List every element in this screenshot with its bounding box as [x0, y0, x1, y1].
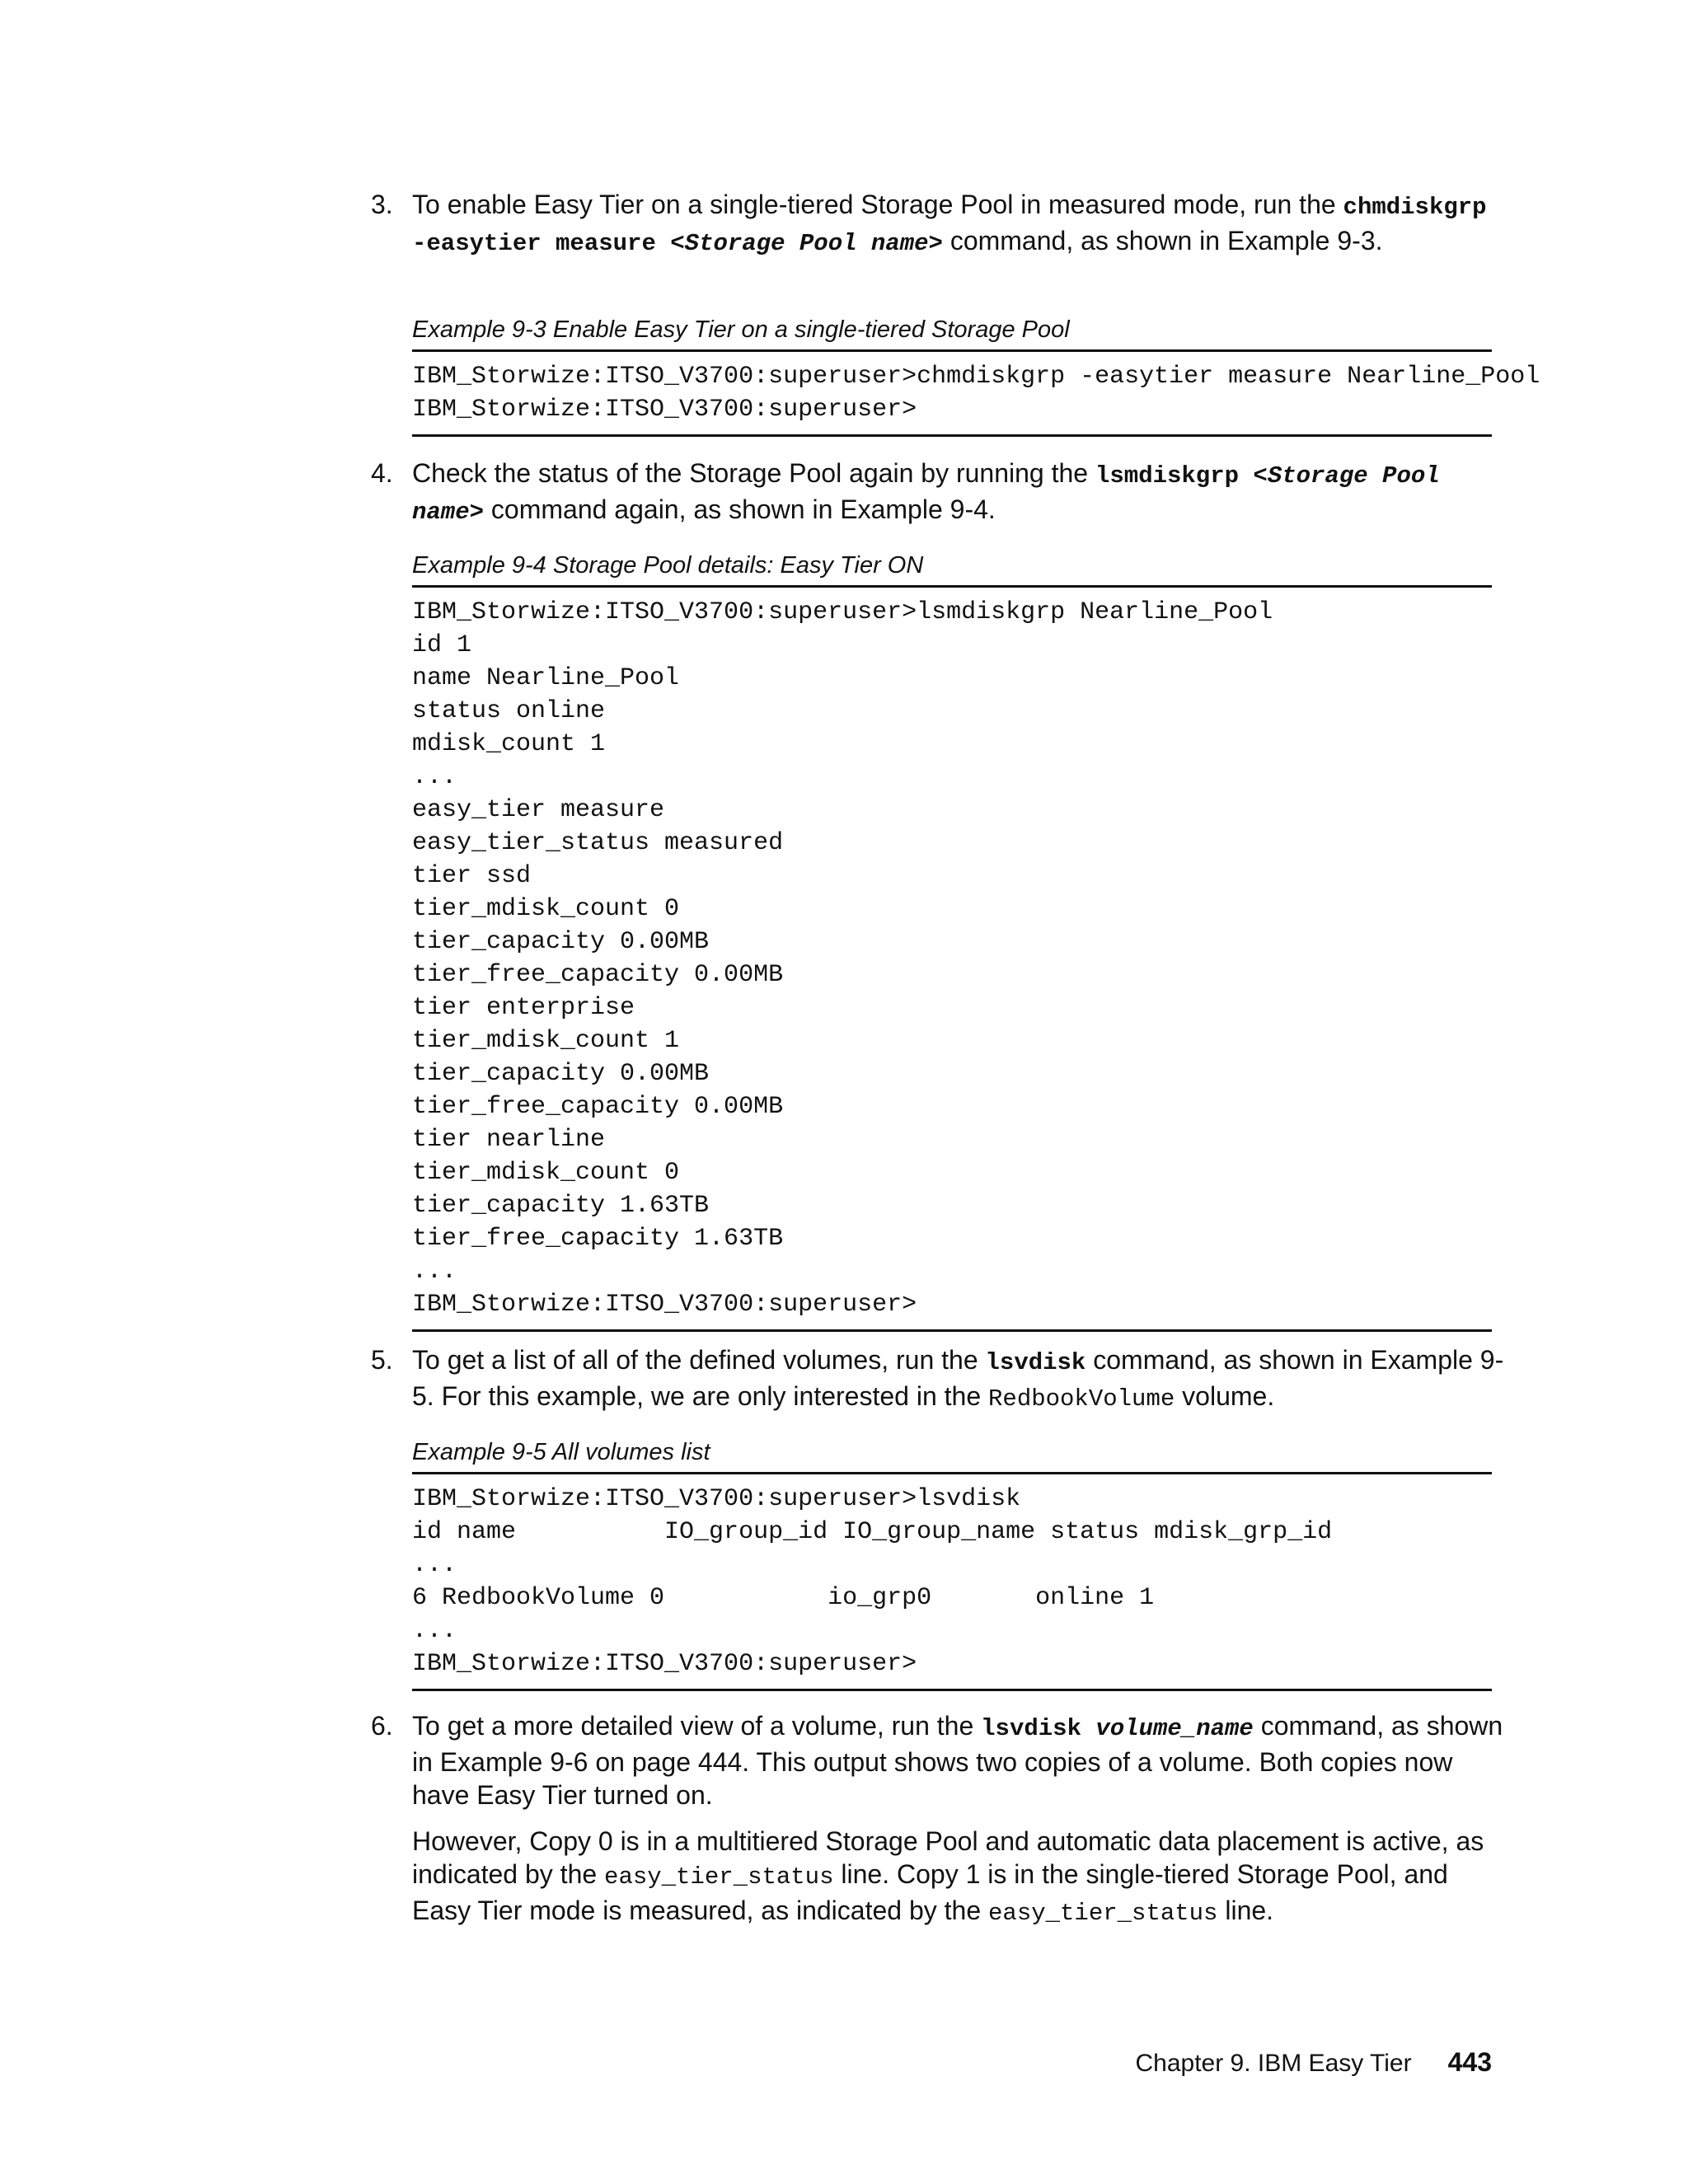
- step-4: [371, 457, 1508, 529]
- step-number: 4.: [371, 458, 393, 488]
- step-number: 3.: [371, 190, 393, 219]
- example-caption: Example 9-5 All volumes list: [412, 1439, 710, 1465]
- command: lsvdisk: [981, 1715, 1096, 1742]
- code-block: IBM_Storwize:ITSO_V3700:superuser>lsmdiskgrp Nearline_Pool id 1 name Nearline_Pool status online mdisk_count 1 ... easy_tier measure easy_tier_status measured tier ssd tier_mdisk_count 0 tier_capacity 0.00MB tier_free_capacity 0.00MB tier enterprise tier_mdisk_count 1 tier_capacity 0.00MB tier_free_capacity 0.00MB tier nearline tier_mdisk_count 0 tier_capacity 1.63TB tier_free_capacity 1.63TB ... IBM_Storwize:ITSO_V3700:superuser>: [412, 598, 1273, 1319]
- example-caption: Example 9-3 Enable Easy Tier on a single-tiered Storage Pool: [412, 316, 1070, 343]
- step-text: Check the status of the Storage Pool again by running the lsmdiskgrp <Storage Pool name> command again, as shown in Example 9-4.: [412, 458, 1440, 526]
- step-text: To enable Easy Tier on a single-tiered Storage Pool in measured mode, run the chmdiskgrp -easytier measure <Storage Pool name> command, as shown in Example 9-3.: [412, 190, 1487, 257]
- example-caption: Example 9-4 Storage Pool details: Easy Tier ON: [412, 552, 924, 579]
- command-argument: <Storage Pool name>: [670, 230, 943, 257]
- code-example-9-5: [412, 1472, 1492, 1691]
- command: chmdiskgrp -easytier measure: [412, 194, 1487, 257]
- code-block: IBM_Storwize:ITSO_V3700:superuser>chmdiskgrp -easytier measure Nearline_Pool IBM_Storwize:ITSO_V3700:superuser>: [412, 363, 1540, 424]
- step-number: 5.: [371, 1345, 393, 1375]
- step-text: To get a more detailed view of a volume, run the lsvdisk volume_name command, as shown in Example 9-6 on page 444. This output shows two copies of a volume. Both copies now have Easy Tier turned on.: [412, 1711, 1503, 1810]
- code-example-9-4: [412, 585, 1492, 1332]
- chapter-title: Chapter 9. IBM Easy Tier: [1135, 2050, 1412, 2077]
- command-argument: volume_name: [1095, 1715, 1254, 1742]
- step-3: [371, 188, 1508, 260]
- step-6: [371, 1709, 1508, 1930]
- step-5: [371, 1343, 1508, 1416]
- page-number: 443: [1447, 2047, 1492, 2077]
- inline-code: easy_tier_status: [988, 1900, 1218, 1927]
- code-example-9-3: [412, 349, 1540, 437]
- command: lsvdisk: [985, 1349, 1086, 1376]
- inline-code: easy_tier_status: [604, 1863, 834, 1891]
- command: lsmdiskgrp: [1095, 462, 1254, 490]
- volume-name: RedbookVolume: [988, 1385, 1175, 1413]
- code-block: IBM_Storwize:ITSO_V3700:superuser>lsvdisk id name IO_group_id IO_group_name status mdisk_grp_id ... 6 RedbookVolume 0 io_grp0 online 1 ... IBM_Storwize:ITSO_V3700:superuser>: [412, 1485, 1333, 1678]
- step-text: To get a list of all of the defined volumes, run the lsvdisk command, as shown in Example 9-5. For this example, we are only interested in the RedbookVolume volume.: [412, 1345, 1504, 1413]
- command-argument: <Storage Pool name>: [412, 462, 1440, 526]
- page-footer: [1135, 2046, 1492, 2080]
- step-number: 6.: [371, 1711, 393, 1741]
- step-paragraph: However, Copy 0 is in a multitiered Storage Pool and automatic data placement is active, as indicated by the easy_tier_status line. Copy 1 is in the single-tiered Storage Pool, and Easy Tier mode is measured, as indicated by the easy_tier_status line.: [412, 1826, 1484, 1927]
